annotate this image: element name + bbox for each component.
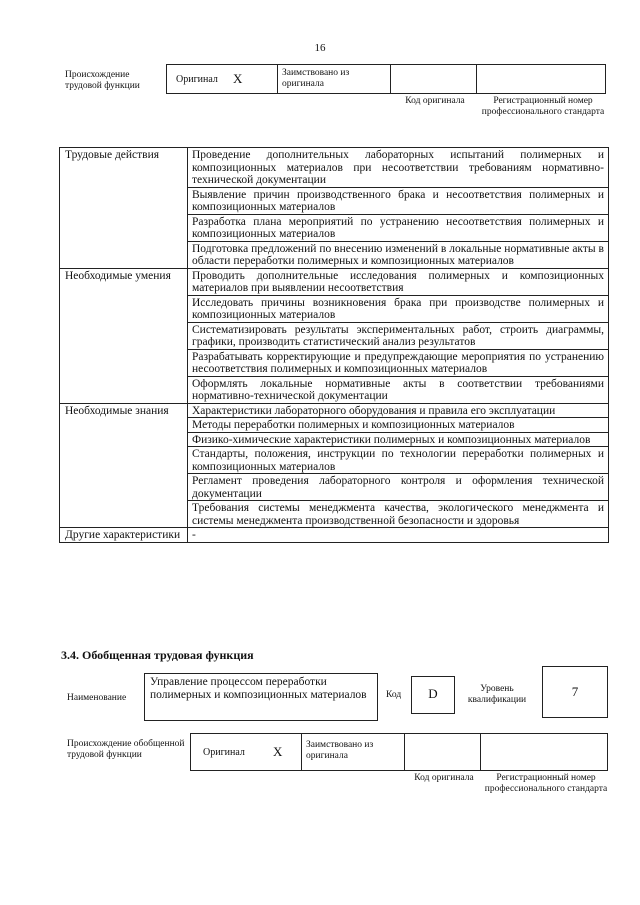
original-cell — [191, 734, 302, 770]
origin-table — [190, 733, 608, 771]
level-value-box — [542, 666, 608, 718]
code-label: Код — [386, 690, 402, 700]
code-value: D — [428, 686, 438, 701]
level-value: 7 — [571, 684, 579, 699]
origin-label: Происхождение обобщенной трудовой функции — [67, 739, 185, 760]
table-cell: Выявление причин производственного брака и несоответствия полимерных и композиционных материалов — [188, 187, 609, 214]
original-code-cell — [391, 65, 477, 93]
code-value-box — [411, 676, 455, 714]
table-cell: - — [188, 528, 609, 543]
name-label: Наименование — [67, 693, 127, 703]
borrowed-label: Заимствовано из оригинала — [306, 740, 374, 761]
table-cell: Исследовать причины возникновения брака при производстве полимерных и композиционных материалов — [188, 295, 609, 322]
section-heading: 3.4. Обобщенная трудовая функция — [61, 648, 254, 662]
origin-label: Происхождение трудовой функции — [65, 70, 140, 91]
original-label: Оригинал — [203, 747, 245, 758]
original-label: Оригинал — [176, 74, 218, 85]
level-label: Уровень квалификации — [467, 684, 527, 705]
table-cell: Оформлять локальные нормативные акты в соответствии требованиями нормативно-технической документации — [188, 376, 609, 403]
table-cell: Физико-химические характеристики полимерных и композиционных материалов — [188, 432, 609, 447]
table-row — [60, 528, 609, 543]
original-cell — [167, 65, 278, 93]
table-cell: Подготовка предложений по внесению изменений в локальные нормативные акты в области переработки полимерных и композиционных материалов — [188, 241, 609, 268]
table-cell: Методы переработки полимерных и композиционных материалов — [188, 418, 609, 433]
table-cell: Проведение дополнительных лабораторных испытаний полимерных и композиционных материалов при несоответствии требованиям нормативно-технической документации — [188, 148, 609, 188]
table-cell: Систематизировать результаты экспериментальных работ, строить диаграммы, графики, производить статистический анализ результатов — [188, 322, 609, 349]
table-row — [60, 403, 609, 418]
row-label: Необходимые знания — [60, 403, 188, 528]
borrowed-cell — [278, 65, 391, 93]
labor-function-table — [59, 147, 609, 543]
table-row — [60, 148, 609, 188]
borrowed-label: Заимствовано из оригинала — [282, 68, 350, 89]
table-cell: Требования системы менеджмента качества, экологического менеджмента и системы менеджмента производственной безопасности и здоровья — [188, 501, 609, 528]
original-code-cell — [405, 734, 481, 770]
name-value-box — [144, 673, 378, 721]
row-label: Необходимые умения — [60, 268, 188, 403]
table-cell: Регламент проведения лабораторного контроля и оформления технической документации — [188, 474, 609, 501]
table-cell: Характеристики лабораторного оборудования и правила его эксплуатации — [188, 403, 609, 418]
row-label: Трудовые действия — [60, 148, 188, 269]
reg-number-cell — [477, 65, 605, 93]
original-mark: X — [273, 744, 283, 759]
table-row — [60, 268, 609, 295]
table-cell: Проводить дополнительные исследования полимерных и композиционных материалов при выявлении несоответствия — [188, 268, 609, 295]
page-number: 16 — [314, 42, 326, 54]
original-code-caption: Код оригинала — [414, 773, 474, 783]
reg-number-cell — [481, 734, 607, 770]
origin-table — [166, 64, 606, 94]
table-cell: Стандарты, положения, инструкции по технологии переработки полимерных и композиционных материалов — [188, 447, 609, 474]
reg-number-caption: Регистрационный номер профессионального стандарта — [484, 773, 608, 794]
original-code-caption: Код оригинала — [405, 96, 465, 106]
original-mark: X — [233, 71, 243, 86]
table-cell: Разрабатывать корректирующие и предупреждающие мероприятия по устранению несоответствия полимерных и композиционных материалов — [188, 349, 609, 376]
reg-number-caption: Регистрационный номер профессионального стандарта — [481, 96, 605, 117]
borrowed-cell — [302, 734, 405, 770]
row-label: Другие характеристики — [60, 528, 188, 543]
table-cell: Разработка плана мероприятий по устранению несоответствия полимерных и композиционных материалов — [188, 214, 609, 241]
name-value: Управление процессом переработки полимерных и композиционных материалов — [150, 676, 367, 701]
